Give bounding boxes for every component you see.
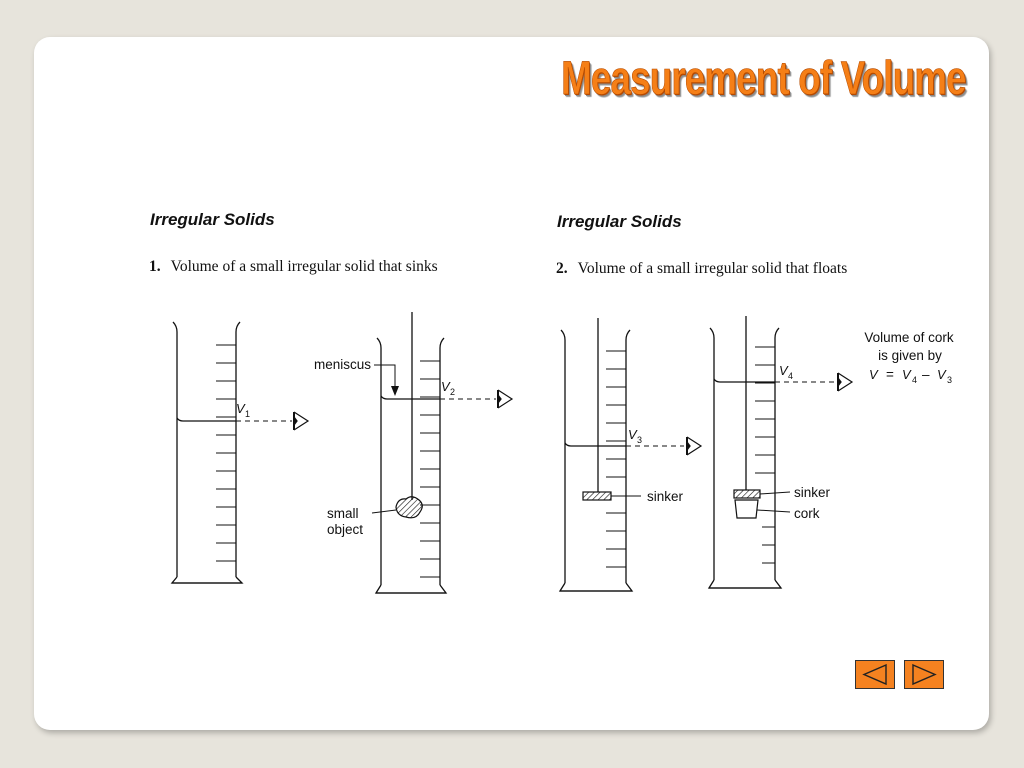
- eye-icon: [838, 373, 852, 391]
- sinker-label-2: sinker: [794, 485, 831, 500]
- left-heading: Irregular Solids: [150, 210, 275, 229]
- cylinder-1-scale: [216, 345, 236, 561]
- note-line-1: Volume of cork: [864, 330, 954, 345]
- v4-label: V: [779, 363, 788, 378]
- cylinder-1: [172, 322, 308, 583]
- v1-label: V: [236, 401, 245, 416]
- right-item-number: 2.: [556, 260, 568, 277]
- cork-label: cork: [794, 506, 820, 521]
- triangle-right-icon: [905, 661, 943, 688]
- eye-icon: [294, 412, 308, 430]
- meniscus-label: meniscus: [314, 357, 372, 372]
- right-heading: Irregular Solids: [557, 212, 682, 231]
- cylinder-3: [560, 318, 701, 591]
- v3-subscript: 3: [637, 435, 643, 445]
- next-button[interactable]: [904, 660, 944, 689]
- v3-label: V: [628, 427, 637, 442]
- left-item-number: 1.: [149, 258, 161, 275]
- triangle-left-icon: [856, 661, 894, 688]
- left-item-text: Volume of a small irregular solid that sinks: [170, 258, 438, 275]
- cylinder-4: [709, 316, 852, 588]
- v4-subscript: 4: [788, 371, 794, 381]
- formula-v4: V: [902, 367, 911, 382]
- eye-icon: [687, 437, 701, 455]
- formula-minus: –: [922, 367, 930, 382]
- formula-v: V: [869, 367, 878, 382]
- object-label: object: [327, 522, 364, 537]
- sinker-label-1: sinker: [647, 489, 684, 504]
- cylinder-3-scale: [606, 351, 626, 567]
- note-line-2: is given by: [878, 348, 942, 363]
- formula-v4-subscript: 4: [912, 375, 918, 385]
- page-title: Measurement of Volume: [561, 51, 966, 104]
- cylinder-4-scale: [755, 347, 775, 563]
- formula-v3: V: [937, 367, 946, 382]
- formula-v3-subscript: 3: [947, 375, 953, 385]
- small-object-icon: [396, 497, 422, 518]
- right-item-text: Volume of a small irregular solid that floats: [577, 260, 848, 277]
- note-formula: [869, 367, 952, 385]
- eye-icon: [498, 390, 512, 408]
- small-label: small: [327, 506, 359, 521]
- prev-button[interactable]: [855, 660, 895, 689]
- v2-subscript: 2: [450, 387, 456, 397]
- v1-subscript: 1: [245, 409, 251, 419]
- v2-label: V: [441, 379, 450, 394]
- cylinder-2: [372, 312, 512, 593]
- formula-equals: =: [886, 367, 894, 382]
- cylinder-2-scale: [420, 361, 440, 577]
